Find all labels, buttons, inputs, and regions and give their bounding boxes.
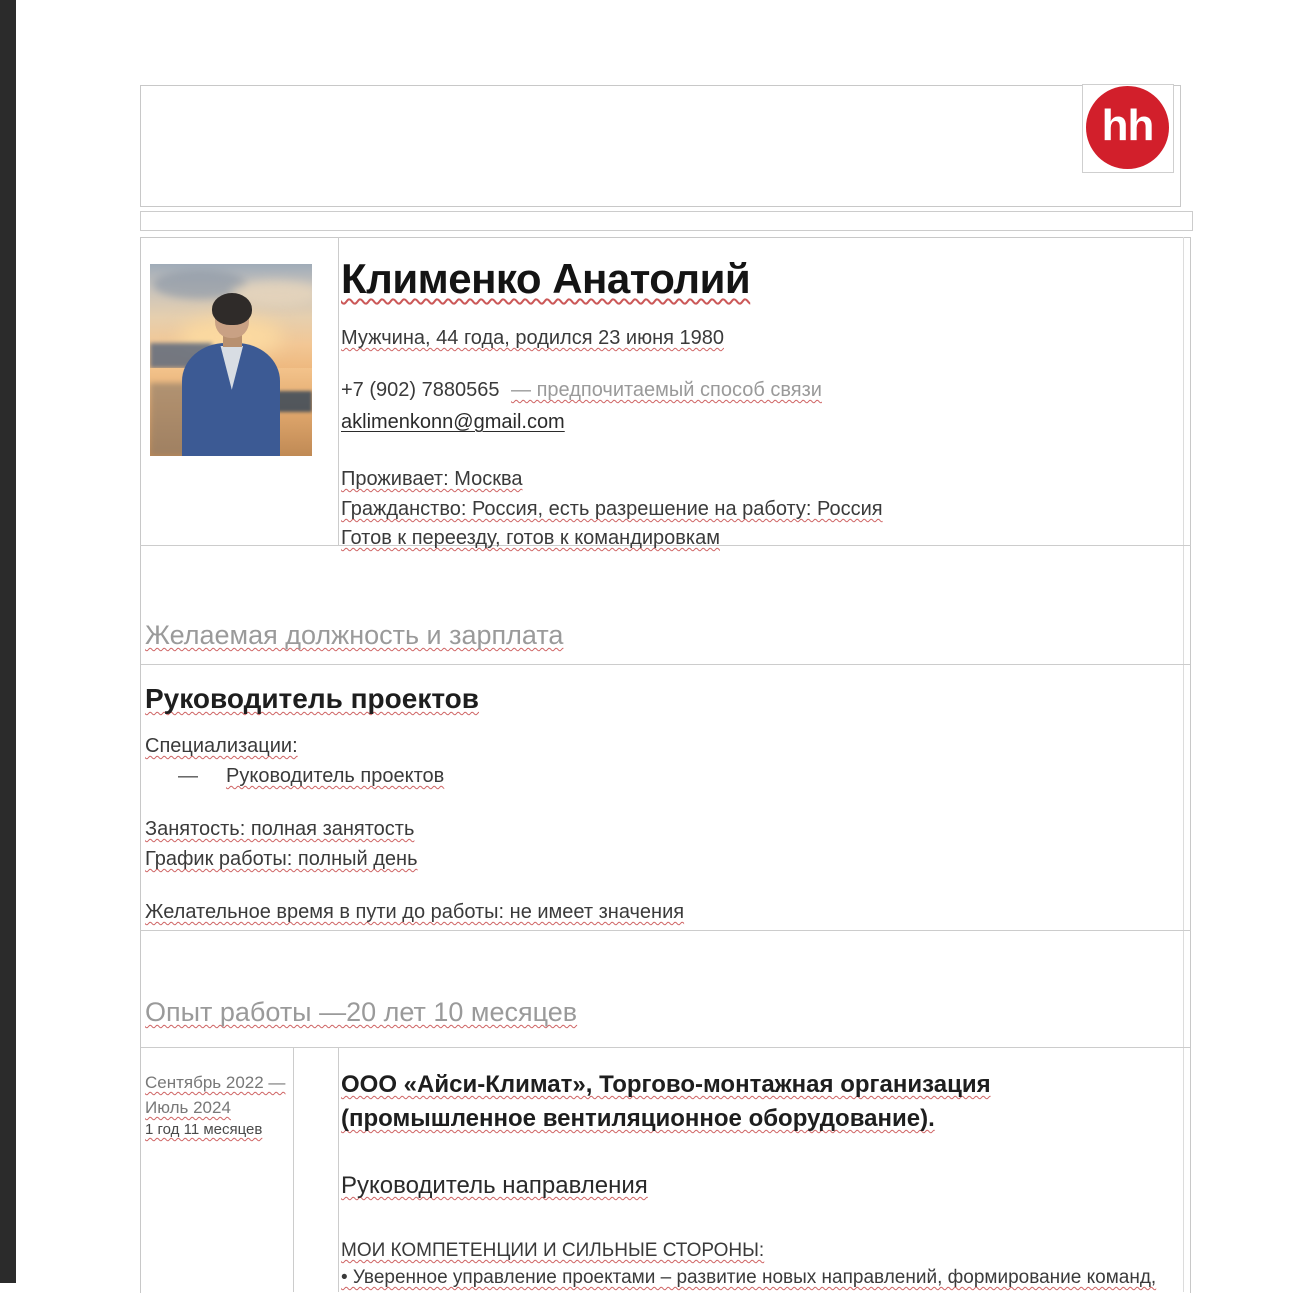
- photo-column-divider: [338, 237, 339, 545]
- specializations-label: Специализации:: [145, 735, 298, 757]
- window-edge-strip: [0, 0, 16, 1283]
- job-company: ООО «Айси-Климат», Торгово-монтажная организация (промышленное вентиляционное оборудование).: [341, 1071, 991, 1132]
- residence-line: Проживает: Москва: [341, 468, 523, 490]
- specialization-item: [178, 765, 444, 788]
- commute-line: Желательное время в пути до работы: не имеет значения: [145, 901, 685, 923]
- job-details-line: • Уверенное управление проектами – развитие новых направлений, формирование команд,: [341, 1267, 1157, 1288]
- citizenship-line: Гражданство: Россия, есть разрешение на работу: Россия: [341, 498, 883, 520]
- empty-table-row: [140, 211, 1193, 231]
- phone-line: [341, 379, 822, 402]
- job-period-to: Июль 2024: [145, 1098, 231, 1117]
- document-header-box: [140, 85, 1181, 207]
- content-column-divider: [338, 1048, 339, 1292]
- relocation-line: Готов к переезду, готов к командировкам: [341, 527, 720, 549]
- person-name: Клименко Анатолий: [341, 255, 751, 302]
- hh-logo-text: hh: [1101, 100, 1154, 150]
- hh-logo-icon: [1086, 86, 1169, 169]
- profile-photo: [150, 264, 312, 456]
- section-title-desired-position: Желаемая должность и зарплата: [145, 620, 564, 650]
- schedule-line: График работы: полный день: [145, 848, 418, 870]
- employment-line: Занятость: полная занятость: [145, 818, 415, 840]
- job-period-from: Сентябрь 2022 —: [145, 1073, 286, 1092]
- person-demographics: Мужчина, 44 года, родился 23 июня 1980: [341, 327, 724, 349]
- section-underline: [141, 664, 1190, 665]
- date-column-divider: [293, 1048, 294, 1292]
- email-link[interactable]: aklimenkonn@gmail.com: [341, 411, 565, 433]
- list-dash: —: [178, 765, 198, 787]
- job-period: [145, 1070, 290, 1120]
- row-divider: [140, 930, 1191, 931]
- phone-number: +7 (902) 7880565: [341, 379, 500, 401]
- job-position: Руководитель направления: [341, 1172, 648, 1199]
- specialization-text: Руководитель проектов: [226, 765, 445, 787]
- section-title-experience: Опыт работы —20 лет 10 месяцев: [145, 997, 578, 1027]
- job-duration: 1 год 11 месяцев: [145, 1121, 263, 1138]
- phone-preferred-note: — предпочитаемый способ связи: [511, 379, 822, 401]
- photo-person-hair: [212, 293, 253, 326]
- table-inner-right-border: [1183, 237, 1184, 1292]
- job-details-heading: МОИ КОМПЕТЕНЦИИ И СИЛЬНЫЕ СТОРОНЫ:: [341, 1240, 765, 1261]
- section-underline: [141, 1047, 1190, 1048]
- desired-position-title: Руководитель проектов: [145, 683, 479, 714]
